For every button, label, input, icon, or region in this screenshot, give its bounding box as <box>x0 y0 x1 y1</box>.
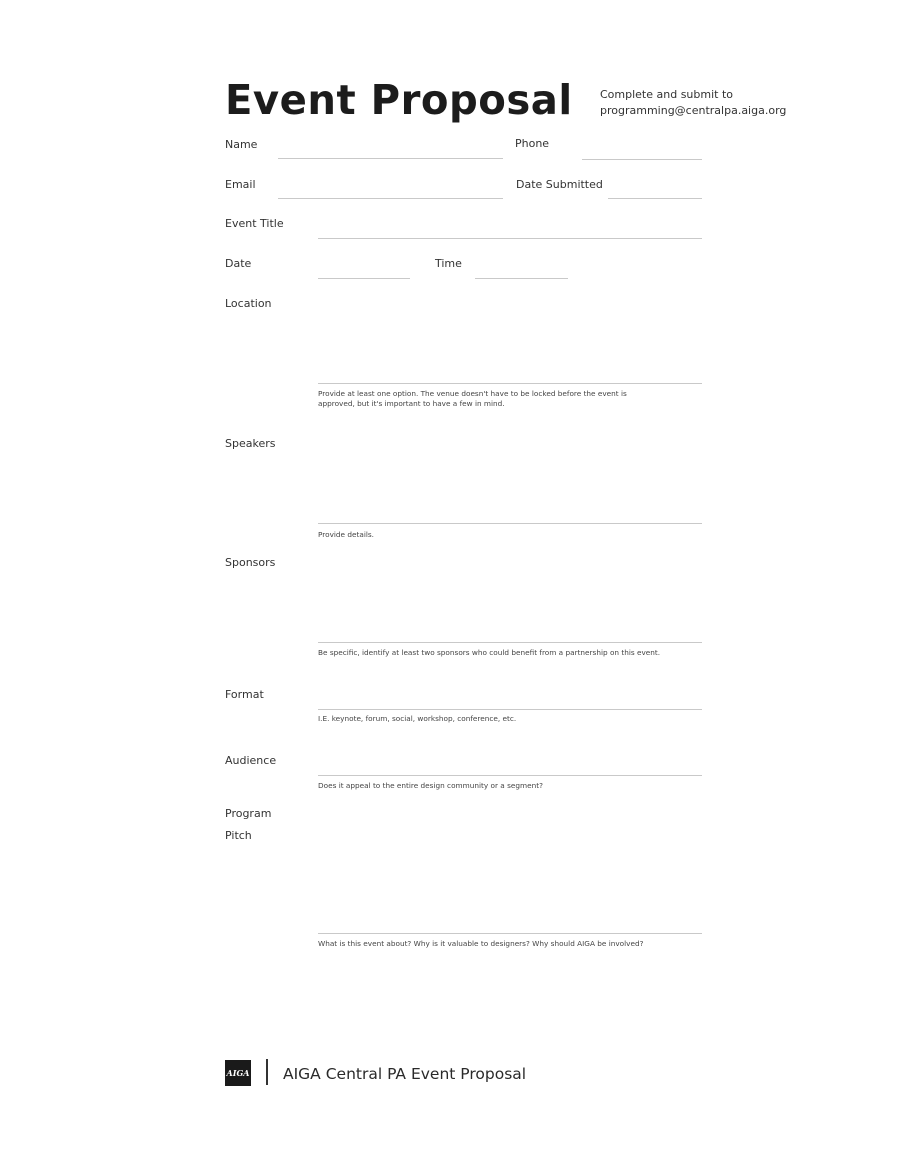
date-label: Date <box>225 257 252 270</box>
phone-field[interactable] <box>582 159 702 160</box>
name-field[interactable] <box>278 158 503 159</box>
submit-email: programming@centralpa.aiga.org <box>600 104 787 117</box>
audience-hint: Does it appeal to the entire design community or a segment? <box>318 781 543 790</box>
location-hint-line2: approved, but it's important to have a few in mind. <box>318 399 505 408</box>
email-field[interactable] <box>278 198 503 199</box>
location-field[interactable] <box>318 383 702 384</box>
program-pitch-hint: What is this event about? Why is it valuable to designers? Why should AIGA be involved? <box>318 939 644 948</box>
sponsors-hint: Be specific, identify at least two sponsors who could benefit from a partnership on this event. <box>318 648 661 657</box>
footer-title: AIGA Central PA Event Proposal <box>283 1065 527 1083</box>
location-label: Location <box>225 297 272 310</box>
sponsors-field[interactable] <box>318 642 702 643</box>
audience-field[interactable] <box>318 775 702 776</box>
time-label: Time <box>435 257 462 270</box>
sponsors-label: Sponsors <box>225 556 276 569</box>
date-submitted-field[interactable] <box>608 198 702 199</box>
program-pitch-field[interactable] <box>318 933 702 934</box>
name-label: Name <box>225 138 258 151</box>
email-label: Email <box>225 178 256 191</box>
format-hint: I.E. keynote, forum, social, workshop, conference, etc. <box>318 714 517 723</box>
event-title-label: Event Title <box>225 217 284 230</box>
speakers-label: Speakers <box>225 437 276 450</box>
submit-instructions-line1: Complete and submit to <box>600 88 734 101</box>
date-field[interactable] <box>318 278 410 279</box>
audience-label: Audience <box>225 754 277 767</box>
program-pitch-label-line1: Program <box>225 807 272 820</box>
time-field[interactable] <box>475 278 568 279</box>
location-hint-line1: Provide at least one option. The venue doesn't have to be locked before the event is <box>318 389 627 398</box>
footer-divider <box>266 1059 268 1085</box>
aiga-logo: AIGA <box>225 1060 251 1086</box>
event-title-field[interactable] <box>318 238 702 239</box>
page-title: Event Proposal <box>225 76 573 124</box>
speakers-hint: Provide details. <box>318 530 374 539</box>
format-field[interactable] <box>318 709 702 710</box>
speakers-field[interactable] <box>318 523 702 524</box>
phone-label: Phone <box>515 137 550 150</box>
program-pitch-label-line2: Pitch <box>225 829 252 842</box>
date-submitted-label: Date Submitted <box>516 178 603 191</box>
location-hint <box>318 389 698 409</box>
submit-instructions <box>600 87 786 119</box>
format-label: Format <box>225 688 264 701</box>
